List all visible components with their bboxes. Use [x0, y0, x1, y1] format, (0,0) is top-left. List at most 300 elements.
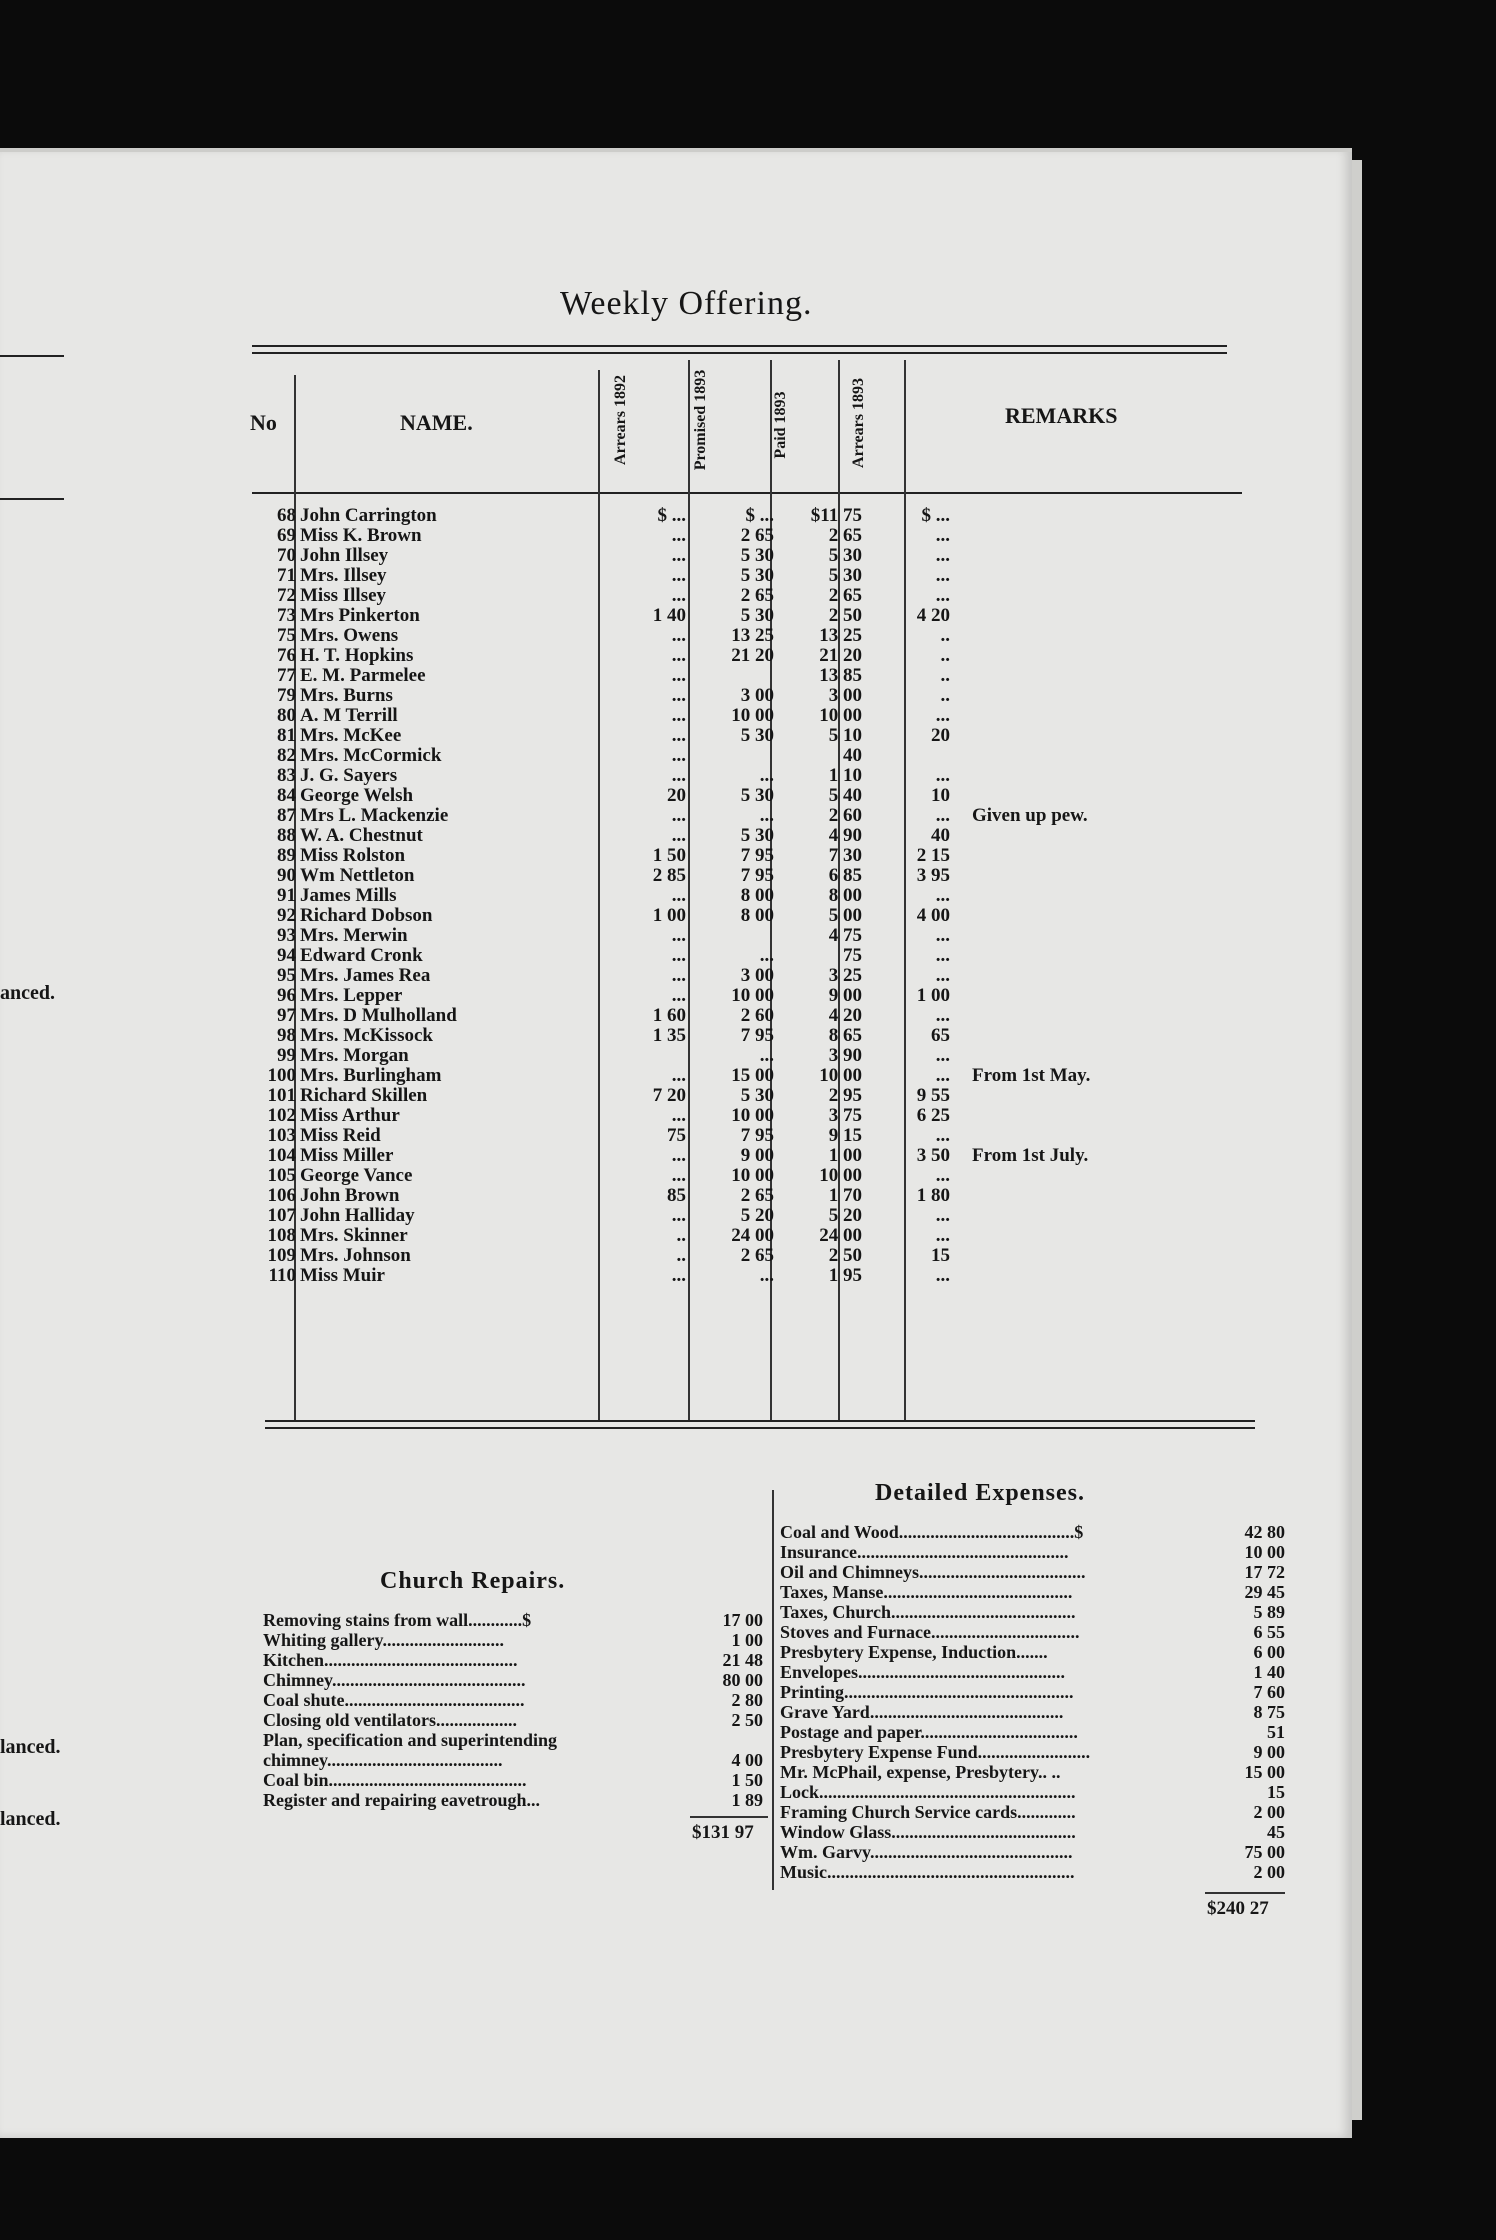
item-amount: 15 [1267, 1782, 1285, 1802]
row-arrears-1893: 4 20 [916, 605, 950, 625]
table-row [252, 1025, 1302, 1045]
list-item [263, 1770, 763, 1790]
row-promised-1893: 21 20 [731, 645, 774, 665]
row-number: 73 [277, 605, 296, 625]
left-fragment-2: lanced. [0, 1736, 61, 1758]
row-promised-1893: 2 65 [740, 1185, 774, 1205]
row-paid-1893: 6 85 [828, 865, 862, 885]
row-arrears-1892: ... [671, 985, 686, 1005]
row-remarks [958, 685, 1302, 705]
item-amount: 4 00 [731, 1750, 763, 1770]
item-amount: 1 40 [1253, 1662, 1285, 1682]
row-arrears-1893: ... [935, 545, 950, 565]
row-remarks [958, 865, 1302, 885]
row-arrears-1893: ... [935, 565, 950, 585]
item-amount: 1 50 [731, 1770, 763, 1790]
row-paid-1893: 10 00 [819, 705, 862, 725]
table-row [252, 625, 1302, 645]
row-arrears-1893: ... [935, 1205, 950, 1225]
row-arrears-1893: ... [935, 1045, 950, 1065]
row-remarks [958, 1125, 1302, 1145]
row-paid-1893: 5 20 [828, 1205, 862, 1225]
row-paid-1893: 10 00 [819, 1165, 862, 1185]
row-arrears-1892: 85 [667, 1185, 686, 1205]
item-label: Chimney........................................... [263, 1670, 526, 1690]
item-label: Insurance............................................... [780, 1542, 1069, 1562]
row-number: 94 [277, 945, 296, 965]
row-arrears-1892: ... [671, 705, 686, 725]
row-arrears-1893: 3 50 [916, 1145, 950, 1165]
row-name: Richard Skillen [300, 1085, 428, 1105]
row-promised-1893: 7 95 [740, 1025, 774, 1045]
row-number: 105 [267, 1165, 296, 1185]
row-name: Mrs. Johnson [300, 1245, 411, 1265]
row-arrears-1893: .. [940, 685, 950, 705]
list-item [263, 1670, 763, 1690]
row-paid-1893: 1 70 [828, 1185, 862, 1205]
list-item [780, 1562, 1285, 1582]
row-remarks [958, 885, 1302, 905]
row-arrears-1893: ... [935, 585, 950, 605]
item-label: Presbytery Expense Fund......................... [780, 1742, 1091, 1762]
row-remarks [958, 505, 1302, 525]
row-number: 110 [268, 1265, 296, 1285]
row-number: 83 [277, 765, 296, 785]
row-paid-1893: 1 95 [828, 1265, 862, 1285]
row-paid-1893: 4 20 [828, 1005, 862, 1025]
row-arrears-1893: .. [940, 625, 950, 645]
item-label: Register and repairing eavetrough... [263, 1790, 540, 1810]
table-row [252, 845, 1302, 865]
item-amount: 2 00 [1253, 1862, 1285, 1882]
row-paid-1893: 3 75 [828, 1105, 862, 1125]
row-paid-1893: 2 65 [828, 525, 862, 545]
row-promised-1893: 10 00 [731, 1105, 774, 1125]
row-arrears-1893: ... [935, 765, 950, 785]
row-remarks [958, 745, 1302, 765]
row-number: 70 [277, 545, 296, 565]
row-promised-1893: 15 00 [731, 1065, 774, 1085]
row-paid-1893: 2 60 [828, 805, 862, 825]
row-name: Mrs. Illsey [300, 565, 387, 585]
row-arrears-1893: 4 00 [916, 905, 950, 925]
row-promised-1893: 7 95 [740, 1125, 774, 1145]
list-item [780, 1862, 1285, 1882]
row-name: Mrs. D Mulholland [300, 1005, 457, 1025]
header-paid-1893 [772, 375, 790, 475]
row-name: A. M Terrill [300, 705, 398, 725]
row-promised-1893: 7 95 [740, 865, 774, 885]
table-row [252, 1105, 1302, 1125]
row-number: 87 [277, 805, 296, 825]
row-promised-1893: 5 30 [740, 825, 774, 845]
list-item [780, 1682, 1285, 1702]
item-amount: 1 00 [731, 1630, 763, 1650]
row-remarks [958, 765, 1302, 785]
row-remarks [958, 665, 1302, 685]
left-fragment-1: anced. [0, 982, 55, 1004]
header-arrears-1892-label: Arrears 1892 [612, 375, 629, 465]
row-paid-1893: 4 75 [828, 925, 862, 945]
table-row [252, 1205, 1302, 1225]
row-paid-1893: 7 30 [828, 845, 862, 865]
row-paid-1893: 3 25 [828, 965, 862, 985]
table-row [252, 1005, 1302, 1025]
table-row [252, 765, 1302, 785]
row-arrears-1893: 6 25 [916, 1105, 950, 1125]
table-row [252, 645, 1302, 665]
header-paid-1893-label: Paid 1893 [772, 391, 789, 459]
item-amount: 15 00 [1244, 1762, 1285, 1782]
row-paid-1893: 40 [843, 745, 862, 765]
row-arrears-1892: ... [671, 805, 686, 825]
row-remarks [958, 905, 1302, 925]
row-promised-1893: 2 60 [740, 1005, 774, 1025]
header-rule [252, 492, 1242, 494]
row-number: 80 [277, 705, 296, 725]
list-item [263, 1750, 763, 1770]
row-promised-1893: 10 00 [731, 705, 774, 725]
row-promised-1893: 5 30 [740, 1085, 774, 1105]
row-promised-1893: ... [759, 945, 774, 965]
table-row [252, 1045, 1302, 1065]
row-arrears-1893: ... [935, 965, 950, 985]
item-label: Window Glass......................................... [780, 1822, 1076, 1842]
table-row [252, 545, 1302, 565]
row-arrears-1892: ... [671, 665, 686, 685]
row-arrears-1893: ... [935, 525, 950, 545]
header-arrears-1893 [850, 368, 868, 478]
row-arrears-1892: 20 [667, 785, 686, 805]
header-arrears-1892 [612, 365, 630, 475]
row-remarks [958, 1165, 1302, 1185]
row-number: 76 [277, 645, 296, 665]
item-label: Music....................................................... [780, 1862, 1075, 1882]
item-amount: 6 55 [1253, 1622, 1285, 1642]
row-paid-1893: 8 65 [828, 1025, 862, 1045]
top-rule-1 [252, 345, 1227, 347]
row-promised-1893: 5 30 [740, 725, 774, 745]
church-repairs-total-rule [690, 1816, 768, 1818]
row-name: Mrs. Merwin [300, 925, 408, 945]
weekly-offering-body [252, 505, 1302, 1285]
section-divider [772, 1490, 774, 1890]
row-remarks [958, 825, 1302, 845]
row-remarks [958, 1245, 1302, 1265]
row-number: 75 [277, 625, 296, 645]
item-amount: 80 00 [722, 1670, 763, 1690]
row-remarks [958, 585, 1302, 605]
row-number: 95 [277, 965, 296, 985]
header-remarks: REMARKS [1005, 403, 1118, 428]
row-promised-1893: 2 65 [740, 1245, 774, 1265]
row-remarks [958, 925, 1302, 945]
row-arrears-1893: ... [935, 1225, 950, 1245]
header-arrears-1893-label: Arrears 1893 [850, 378, 867, 468]
row-promised-1893: 5 20 [740, 1205, 774, 1225]
row-arrears-1893: ... [935, 945, 950, 965]
row-promised-1893: 3 00 [740, 685, 774, 705]
row-paid-1893: 5 30 [828, 545, 862, 565]
row-arrears-1893: ... [935, 925, 950, 945]
row-number: 91 [277, 885, 296, 905]
bottom-rule-2 [265, 1427, 1255, 1429]
row-name: John Carrington [300, 505, 437, 525]
row-promised-1893 [694, 665, 782, 685]
item-label: chimney....................................... [263, 1750, 503, 1770]
row-number: 77 [277, 665, 296, 685]
list-item [263, 1710, 763, 1730]
row-name: Mrs. Burlingham [300, 1065, 442, 1085]
row-arrears-1892: .. [676, 1245, 686, 1265]
row-arrears-1893: ... [935, 805, 950, 825]
row-number: 88 [277, 825, 296, 845]
row-name: George Vance [300, 1165, 413, 1185]
page-top-edge [0, 148, 1352, 152]
row-name: E. M. Parmelee [300, 665, 426, 685]
row-arrears-1893: 1 80 [916, 1185, 950, 1205]
table-row [252, 1085, 1302, 1105]
item-amount: 6 00 [1253, 1642, 1285, 1662]
row-arrears-1892: $ ... [657, 505, 686, 525]
detailed-expenses-total: $240 27 [1207, 1898, 1269, 1919]
list-item [780, 1622, 1285, 1642]
header-no: No [250, 410, 277, 435]
table-row [252, 805, 1302, 825]
row-name: Mrs. Lepper [300, 985, 403, 1005]
row-arrears-1893: 65 [931, 1025, 950, 1045]
item-label: Stoves and Furnace................................. [780, 1622, 1080, 1642]
table-row [252, 685, 1302, 705]
item-amount: 17 00 [722, 1610, 763, 1630]
row-paid-1893: 4 90 [828, 825, 862, 845]
row-promised-1893: 10 00 [731, 1165, 774, 1185]
row-remarks [958, 1085, 1302, 1105]
row-number: 82 [277, 745, 296, 765]
table-row [252, 1265, 1302, 1285]
table-row [252, 525, 1302, 545]
row-name: Miss Illsey [300, 585, 387, 605]
row-name: Mrs. McKissock [300, 1025, 433, 1045]
item-amount: 17 72 [1244, 1562, 1285, 1582]
row-paid-1893: 2 95 [828, 1085, 862, 1105]
row-name: Mrs. McKee [300, 725, 402, 745]
row-promised-1893 [694, 745, 782, 765]
row-paid-1893: 2 50 [828, 1245, 862, 1265]
row-name: J. G. Sayers [300, 765, 398, 785]
row-remarks [958, 545, 1302, 565]
row-arrears-1893 [870, 745, 958, 765]
detailed-expenses-title: Detailed Expenses. [875, 1480, 1085, 1506]
table-row [252, 585, 1302, 605]
item-amount: 45 [1267, 1822, 1285, 1842]
detailed-expenses-list [780, 1522, 1285, 1882]
row-name: W. A. Chestnut [300, 825, 423, 845]
row-arrears-1893: 2 15 [916, 845, 950, 865]
page-side-strip [1352, 160, 1362, 2120]
row-paid-1893: 10 00 [819, 1065, 862, 1085]
row-remarks [958, 525, 1302, 545]
item-label: Coal and Wood.......................................$ [780, 1522, 1084, 1542]
table-row [252, 1185, 1302, 1205]
table-row [252, 945, 1302, 965]
row-name: Miss K. Brown [300, 525, 422, 545]
row-paid-1893: 8 00 [828, 885, 862, 905]
row-arrears-1892: 1 00 [652, 905, 686, 925]
left-header-rule [0, 498, 64, 500]
row-number: 103 [267, 1125, 296, 1145]
row-arrears-1892: ... [671, 765, 686, 785]
row-arrears-1892: ... [671, 1205, 686, 1225]
row-name: Miss Rolston [300, 845, 406, 865]
row-number: 71 [277, 565, 296, 585]
item-label: Oil and Chimneys..................................... [780, 1562, 1086, 1582]
row-promised-1893: 5 30 [740, 605, 774, 625]
row-arrears-1893: 10 [931, 785, 950, 805]
row-paid-1893: 13 85 [819, 665, 862, 685]
row-remarks [958, 605, 1302, 625]
row-arrears-1893: 9 55 [916, 1085, 950, 1105]
row-paid-1893: 75 [843, 945, 862, 965]
row-number: 69 [277, 525, 296, 545]
row-paid-1893: 9 00 [828, 985, 862, 1005]
row-remarks [958, 625, 1302, 645]
row-promised-1893: 24 00 [731, 1225, 774, 1245]
row-paid-1893: 1 00 [828, 1145, 862, 1165]
row-remarks [958, 1105, 1302, 1125]
table-row [252, 1125, 1302, 1145]
table-row [252, 825, 1302, 845]
row-promised-1893: ... [759, 1045, 774, 1065]
list-item [780, 1722, 1285, 1742]
row-remarks [958, 1005, 1302, 1025]
row-promised-1893: 10 00 [731, 985, 774, 1005]
row-arrears-1893: ... [935, 1005, 950, 1025]
row-number: 92 [277, 905, 296, 925]
row-remarks [958, 965, 1302, 985]
table-row [252, 885, 1302, 905]
list-item [263, 1610, 763, 1630]
row-remarks [958, 845, 1302, 865]
item-label: Wm. Garvy............................................. [780, 1842, 1073, 1862]
row-name: Mrs. McCormick [300, 745, 442, 765]
item-amount: 8 75 [1253, 1702, 1285, 1722]
item-label: Envelopes.............................................. [780, 1662, 1066, 1682]
row-number: 101 [267, 1085, 296, 1105]
item-amount: 2 50 [731, 1710, 763, 1730]
row-promised-1893 [694, 925, 782, 945]
row-paid-1893: 9 15 [828, 1125, 862, 1145]
row-arrears-1892: ... [671, 745, 686, 765]
table-row [252, 1065, 1302, 1085]
row-name: George Welsh [300, 785, 414, 805]
list-item [780, 1742, 1285, 1762]
list-item [780, 1782, 1285, 1802]
row-paid-1893: 2 50 [828, 605, 862, 625]
left-fragment-3: lanced. [0, 1808, 61, 1830]
row-name: Miss Miller [300, 1145, 394, 1165]
row-name: John Illsey [300, 545, 389, 565]
row-number: 89 [277, 845, 296, 865]
row-promised-1893: ... [759, 805, 774, 825]
list-item [263, 1650, 763, 1670]
row-arrears-1892: 1 35 [652, 1025, 686, 1045]
row-arrears-1892: 1 60 [652, 1005, 686, 1025]
row-name: Miss Reid [300, 1125, 381, 1145]
row-remarks: Given up pew. [972, 805, 1088, 825]
row-arrears-1892: ... [671, 945, 686, 965]
item-label: Postage and paper................................... [780, 1722, 1078, 1742]
row-promised-1893: 5 30 [740, 785, 774, 805]
row-arrears-1893: 15 [931, 1245, 950, 1265]
row-promised-1893: 13 25 [731, 625, 774, 645]
list-item [263, 1690, 763, 1710]
row-remarks: From 1st July. [972, 1145, 1089, 1165]
row-remarks [958, 985, 1302, 1005]
row-arrears-1892: 1 50 [652, 845, 686, 865]
left-rule [0, 355, 64, 357]
table-row [252, 865, 1302, 885]
row-number: 108 [267, 1225, 296, 1245]
row-paid-1893: $11 75 [810, 505, 862, 525]
row-promised-1893: 2 65 [740, 585, 774, 605]
row-name: Edward Cronk [300, 945, 423, 965]
row-arrears-1893: ... [935, 1125, 950, 1145]
row-name: Mrs Pinkerton [300, 605, 420, 625]
row-arrears-1892: ... [671, 825, 686, 845]
row-arrears-1892: ... [671, 645, 686, 665]
detailed-expenses-total-rule [1205, 1892, 1285, 1894]
item-amount: 75 00 [1244, 1842, 1285, 1862]
row-promised-1893: 8 00 [740, 885, 774, 905]
row-arrears-1892: ... [671, 525, 686, 545]
top-rule-2 [252, 352, 1227, 354]
row-arrears-1892: ... [671, 625, 686, 645]
row-number: 102 [267, 1105, 296, 1125]
list-item [780, 1642, 1285, 1662]
row-promised-1893: 8 00 [740, 905, 774, 925]
row-remarks [958, 1205, 1302, 1225]
table-row [252, 1245, 1302, 1265]
table-row [252, 1145, 1302, 1165]
item-amount: 1 89 [731, 1790, 763, 1810]
row-promised-1893: 5 30 [740, 545, 774, 565]
row-number: 100 [267, 1065, 296, 1085]
item-label: Coal shute........................................ [263, 1690, 525, 1710]
row-number: 99 [277, 1045, 296, 1065]
row-arrears-1893: .. [940, 665, 950, 685]
row-arrears-1892: ... [671, 1265, 686, 1285]
item-amount: 7 60 [1253, 1682, 1285, 1702]
row-paid-1893: 3 00 [828, 685, 862, 705]
item-amount: 5 89 [1253, 1602, 1285, 1622]
page-title: Weekly Offering. [560, 285, 813, 322]
row-promised-1893: ... [759, 1265, 774, 1285]
row-remarks [958, 1185, 1302, 1205]
row-promised-1893: 2 65 [740, 525, 774, 545]
church-repairs-list [263, 1610, 763, 1810]
row-number: 106 [267, 1185, 296, 1205]
row-arrears-1892: ... [671, 925, 686, 945]
row-number: 93 [277, 925, 296, 945]
row-arrears-1893: 3 95 [916, 865, 950, 885]
item-amount: 9 00 [1253, 1742, 1285, 1762]
row-name: Mrs. Skinner [300, 1225, 408, 1245]
row-number: 104 [267, 1145, 296, 1165]
row-remarks [958, 725, 1302, 745]
item-label: Kitchen........................................... [263, 1650, 518, 1670]
list-item [780, 1822, 1285, 1842]
